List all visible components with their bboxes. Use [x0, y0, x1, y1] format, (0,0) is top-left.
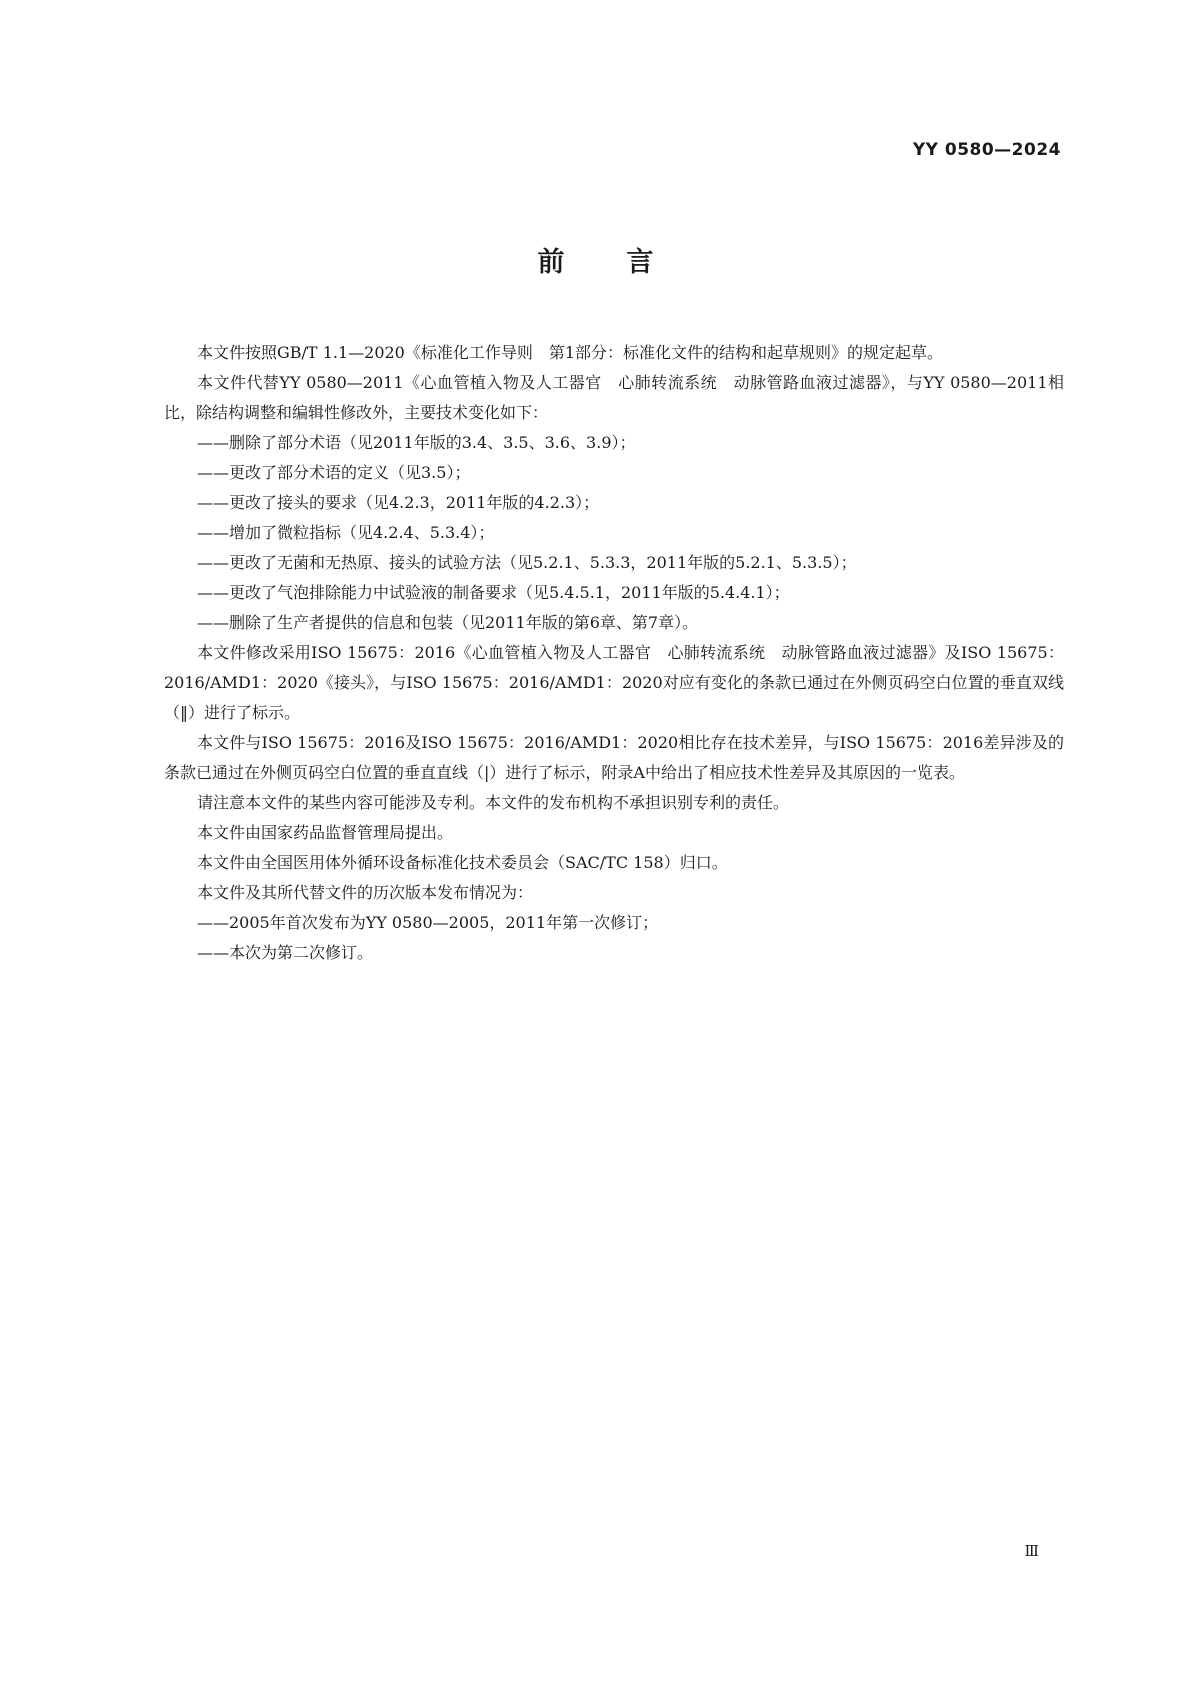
paragraph-replacement: 本文件代替YY 0580—2011《心血管植入物及人工器官 心肺转流系统 动脉管路血液过滤器》，与YY 0580—2011相比，除结构调整和编辑性修改外，主要技术变化如下： [164, 373, 1064, 422]
list-item: ——2005年首次发布为YY 0580—2005，2011年第一次修订； [197, 913, 659, 932]
paragraph-history-intro: 本文件及其所代替文件的历次版本发布情况为： [197, 883, 534, 902]
list-item: ——更改了部分术语的定义（见3.5）； [197, 463, 471, 482]
list-item: ——删除了生产者提供的信息和包装（见2011年版的第6章、第7章）。 [197, 613, 699, 632]
paragraph-patent-notice: 请注意本文件的某些内容可能涉及专利。本文件的发布机构不承担识别专利的责任。 [197, 793, 790, 812]
page-number: Ⅲ [1024, 1542, 1039, 1560]
list-item: ——更改了无菌和无热原、接头的试验方法（见5.2.1、5.3.3，2011年版的5.2.1、5.3.5）； [197, 553, 857, 572]
paragraph-committee: 本文件由全国医用体外循环设备标准化技术委员会（SAC/TC 158）归口。 [197, 853, 728, 872]
list-item: ——增加了微粒指标（见4.2.4、5.3.4）； [197, 523, 495, 542]
foreword-body [164, 338, 1064, 968]
list-item: ——本次为第二次修订。 [197, 943, 374, 962]
paragraph-drafting-basis: 本文件按照GB/T 1.1—2020《标准化工作导则 第1部分：标准化文件的结构和起草规则》的规定起草。 [197, 343, 944, 362]
page-title: 前言 [537, 247, 716, 278]
list-item: ——更改了气泡排除能力中试验液的制备要求（见5.4.5.1，2011年版的5.4.4.1）； [197, 583, 790, 602]
paragraph-proposer: 本文件由国家药品监督管理局提出。 [197, 823, 454, 842]
paragraph-technical-differences: 本文件与ISO 15675：2016及ISO 15675：2016/AMD1：2020相比存在技术差异，与ISO 15675：2016差异涉及的条款已通过在外侧页码空白位置的垂直直线（|）进行了标示，附录A中给出了相应技术性差异及其原因的一览表。 [164, 733, 1064, 782]
list-item: ——删除了部分术语（见2011年版的3.4、3.5、3.6、3.9）； [197, 433, 636, 452]
paragraph-adoption: 本文件修改采用ISO 15675：2016《心血管植入物及人工器官 心肺转流系统 动脉管路血液过滤器》及ISO 15675：2016/AMD1：2020《接头》，与ISO 15675：2016/AMD1：2020对应有变化的条款已通过在外侧页码空白位置的垂直双线（‖）进行了标示。 [164, 643, 1064, 722]
list-item: ——更改了接头的要求（见4.2.3，2011年版的4.2.3）； [197, 493, 600, 512]
standard-code: YY 0580—2024 [912, 140, 1061, 160]
